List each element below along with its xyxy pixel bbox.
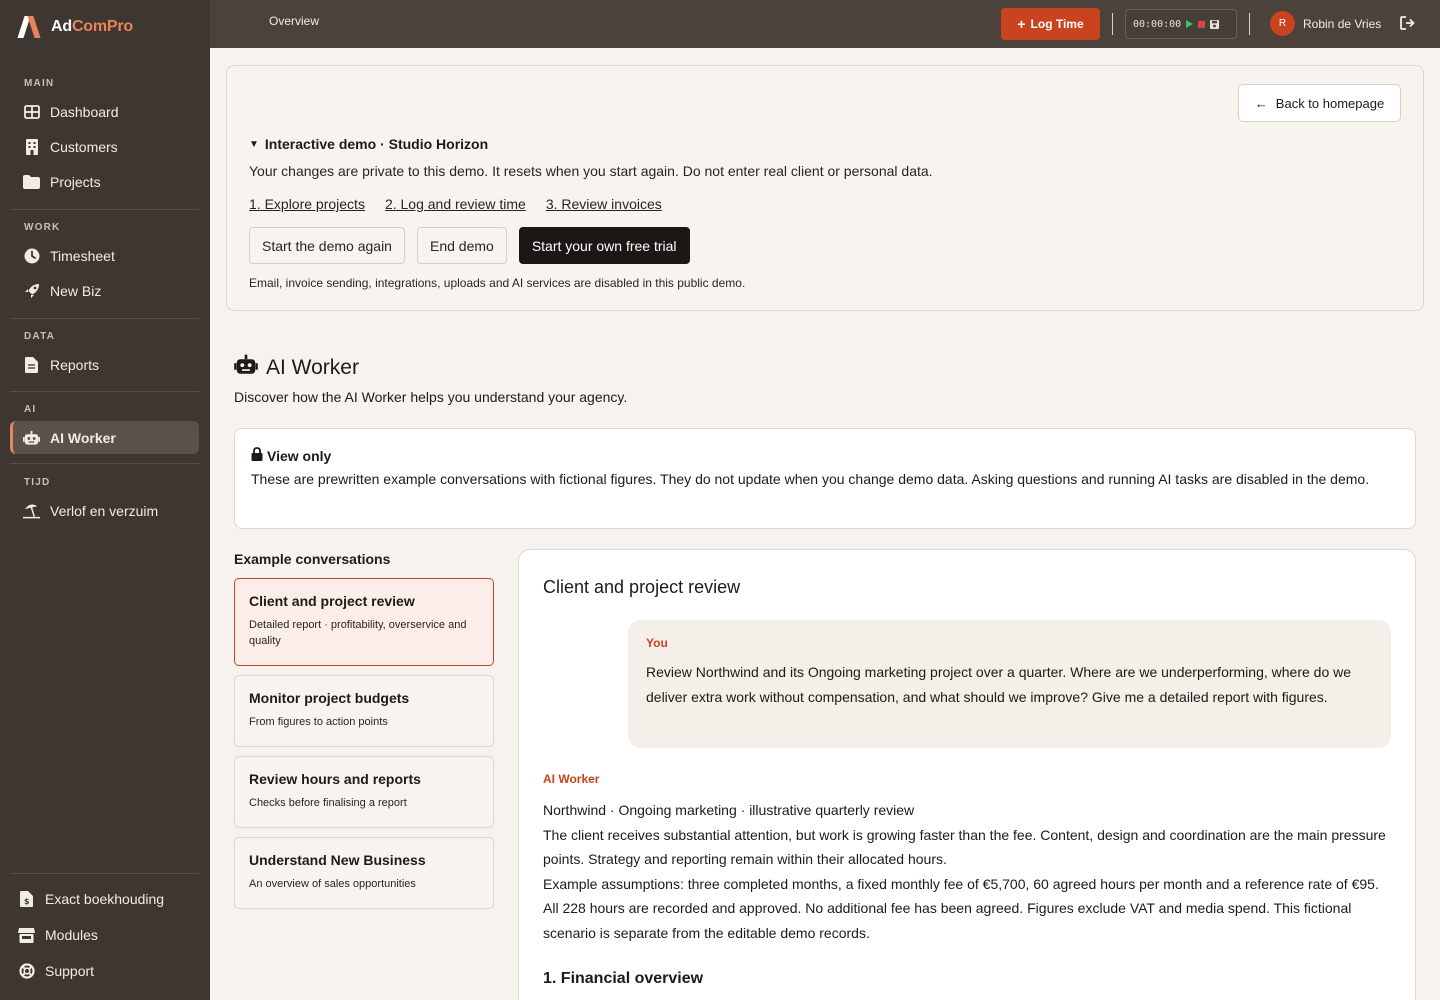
sidebar-item-reports[interactable] xyxy=(10,348,199,381)
main-content xyxy=(210,48,1440,1000)
sidebar-item-timesheet[interactable] xyxy=(10,239,199,272)
demo-summary-label: Interactive demo · Studio Horizon xyxy=(264,136,489,152)
document-icon xyxy=(23,356,40,373)
conversations-heading: Example conversations xyxy=(234,551,391,567)
conversation-card-budgets[interactable] xyxy=(234,675,494,747)
user-message-text: Review Northwind and its Ongoing marketing project over a quarter. Where are we underperforming, where do we deliver extra work without compensation, and what should we improve? Give me a detailed report with figures. xyxy=(646,664,1352,705)
log-time-button[interactable] xyxy=(1001,8,1100,40)
nav-section-main xyxy=(10,75,199,198)
lifebuoy-icon xyxy=(18,963,35,980)
sidebar-item-label: Support xyxy=(45,963,95,979)
nav-section-work xyxy=(10,219,199,307)
ai-message xyxy=(543,798,1393,945)
sidebar-item-label: Reports xyxy=(50,356,100,373)
nav-heading-tijd: TIJD xyxy=(24,477,51,488)
nav-heading-ai: AI xyxy=(24,404,37,415)
plus-icon: + xyxy=(1017,16,1026,32)
rocket-icon xyxy=(23,282,40,299)
grid-icon xyxy=(23,103,40,120)
demo-panel xyxy=(226,65,1424,311)
nav-divider xyxy=(10,463,199,464)
conversation-desc: From figures to action points xyxy=(249,716,388,728)
conversation-desc: Checks before finalising a report xyxy=(249,797,407,809)
nav-heading-work: WORK xyxy=(24,222,61,233)
sidebar-item-label: Exact boekhouding xyxy=(45,891,165,907)
brand-logo[interactable] xyxy=(18,16,133,38)
conversation-desc: An overview of sales opportunities xyxy=(249,878,416,890)
ai-message-line: Northwind · Ongoing marketing · illustrative quarterly review xyxy=(543,802,915,818)
sidebar-item-label: AI Worker xyxy=(50,429,116,446)
sidebar-item-support[interactable] xyxy=(10,954,199,988)
demo-description: Your changes are private to this demo. It resets when you start again. Do not enter real client or personal data. xyxy=(249,163,933,179)
arrow-left-icon: ← xyxy=(1254,95,1268,111)
demo-steps xyxy=(249,196,662,212)
nav-section-ai xyxy=(10,401,199,454)
demo-actions xyxy=(249,227,690,264)
logo-icon xyxy=(18,16,42,38)
sidebar-item-dashboard[interactable] xyxy=(10,95,199,128)
start-trial-button[interactable]: Start your own free trial xyxy=(519,227,690,264)
sidebar-item-projects[interactable] xyxy=(10,165,199,198)
ai-message-label: AI Worker xyxy=(543,772,600,786)
nav-divider xyxy=(10,318,199,319)
ai-section-heading: 1. Financial overview xyxy=(543,970,704,987)
avatar: R xyxy=(1270,11,1295,36)
nav-heading-main: MAIN xyxy=(24,78,55,89)
sidebar-item-exact[interactable] xyxy=(10,882,199,916)
demo-link-log-time[interactable]: 2. Log and review time xyxy=(384,196,526,212)
store-icon xyxy=(18,927,35,944)
svg-text:$: $ xyxy=(24,897,30,906)
invoice-dollar-icon xyxy=(18,891,35,908)
end-demo-button[interactable]: End demo xyxy=(417,227,507,264)
sidebar-item-label: New Biz xyxy=(50,282,102,299)
building-icon xyxy=(23,138,40,155)
conversation-card-client-review[interactable] xyxy=(234,578,494,666)
nav-section-data xyxy=(10,328,199,381)
timer-display: 00:00:00 xyxy=(1133,18,1182,30)
sidebar-item-new-biz[interactable] xyxy=(10,274,199,307)
restart-demo-button[interactable]: Start the demo again xyxy=(249,227,405,264)
sidebar-item-label: Timesheet xyxy=(50,247,115,264)
umbrella-beach-icon xyxy=(23,502,40,519)
nav-divider xyxy=(10,873,199,874)
view-only-text: These are prewritten example conversations with fictional figures. They do not update when you change demo data. Asking questions and running AI tasks are disabled in the demo. xyxy=(251,471,1370,487)
clock-icon xyxy=(23,247,40,264)
robot-icon xyxy=(23,429,40,446)
sidebar xyxy=(0,0,210,1000)
page-title-text: AI Worker xyxy=(266,355,359,379)
conversation-title: Understand New Business xyxy=(249,852,426,868)
demo-note: Email, invoice sending, integrations, uploads and AI services are disabled in this public demo. xyxy=(249,276,746,290)
nav-section-bottom xyxy=(10,880,199,988)
save-icon[interactable] xyxy=(1210,20,1219,29)
conversation-title: Monitor project budgets xyxy=(249,690,410,706)
sidebar-item-label: Customers xyxy=(50,138,118,155)
page-breadcrumb: Overview xyxy=(269,14,320,28)
sidebar-item-label: Modules xyxy=(45,927,98,943)
demo-link-review-invoices[interactable]: 3. Review invoices xyxy=(545,196,662,212)
triangle-down-icon: ▼ xyxy=(249,138,259,150)
view-only-notice xyxy=(234,428,1416,529)
demo-summary-toggle[interactable] xyxy=(249,136,488,152)
user-message-label: You xyxy=(646,636,668,650)
conversation-card-new-business[interactable] xyxy=(234,837,494,909)
logout-icon[interactable] xyxy=(1400,16,1416,32)
conversation-card-hours[interactable] xyxy=(234,756,494,828)
robot-icon xyxy=(234,354,258,381)
lock-icon xyxy=(251,447,263,464)
sidebar-item-label: Projects xyxy=(50,173,101,190)
page-subtitle: Discover how the AI Worker helps you understand your agency. xyxy=(234,389,628,405)
nav-heading-data: DATA xyxy=(24,331,56,342)
chat-panel xyxy=(518,549,1416,1000)
topbar-divider xyxy=(1249,13,1250,35)
sidebar-item-ai-worker[interactable] xyxy=(10,421,199,454)
brand-name-pro: ComPro xyxy=(71,18,133,35)
chat-title: Client and project review xyxy=(543,577,741,597)
conversation-title: Review hours and reports xyxy=(249,771,421,787)
user-menu[interactable] xyxy=(1270,11,1381,36)
ai-message-line: The client receives substantial attention, but work is growing faster than the fee. Content, design and coordination are the main pressure points. Strategy and reporting remain within their allocated hours. xyxy=(543,826,1386,867)
brand-name-ad: Ad xyxy=(51,18,72,35)
sidebar-item-label: Verlof en verzuim xyxy=(50,502,159,519)
topbar-divider xyxy=(1112,13,1113,35)
page-title xyxy=(234,354,359,381)
sidebar-item-label: Dashboard xyxy=(50,103,119,120)
user-message xyxy=(628,620,1391,748)
view-only-title: View only xyxy=(267,447,332,464)
topbar xyxy=(210,0,1440,48)
folder-icon xyxy=(23,173,40,190)
timer-widget xyxy=(1125,9,1237,39)
user-name: Robin de Vries xyxy=(1303,16,1382,31)
nav-section-tijd xyxy=(10,474,199,527)
nav-divider xyxy=(10,391,199,392)
ai-message-line: Example assumptions: three completed months, a fixed monthly fee of €5,700, 60 agreed hours per month and a reference rate of €95. All 228 hours are recorded and approved. No additional fee has been agreed. Figures exclude VAT and media spend. This fictional scenario is separate from the editable demo records. xyxy=(543,875,1379,941)
nav-divider xyxy=(10,209,199,210)
conversation-title: Client and project review xyxy=(249,593,415,609)
log-time-label: Log Time xyxy=(1030,17,1084,31)
play-icon[interactable] xyxy=(1186,20,1193,28)
sidebar-item-verlof[interactable] xyxy=(10,494,199,527)
back-label: Back to homepage xyxy=(1275,95,1385,111)
back-to-homepage-button[interactable] xyxy=(1238,84,1401,122)
stop-icon[interactable] xyxy=(1198,21,1205,28)
sidebar-item-modules[interactable] xyxy=(10,918,199,952)
sidebar-item-customers[interactable] xyxy=(10,130,199,163)
demo-link-explore-projects[interactable]: 1. Explore projects xyxy=(249,196,365,212)
conversation-desc: Detailed report · profitability, overservice and quality xyxy=(249,619,467,647)
